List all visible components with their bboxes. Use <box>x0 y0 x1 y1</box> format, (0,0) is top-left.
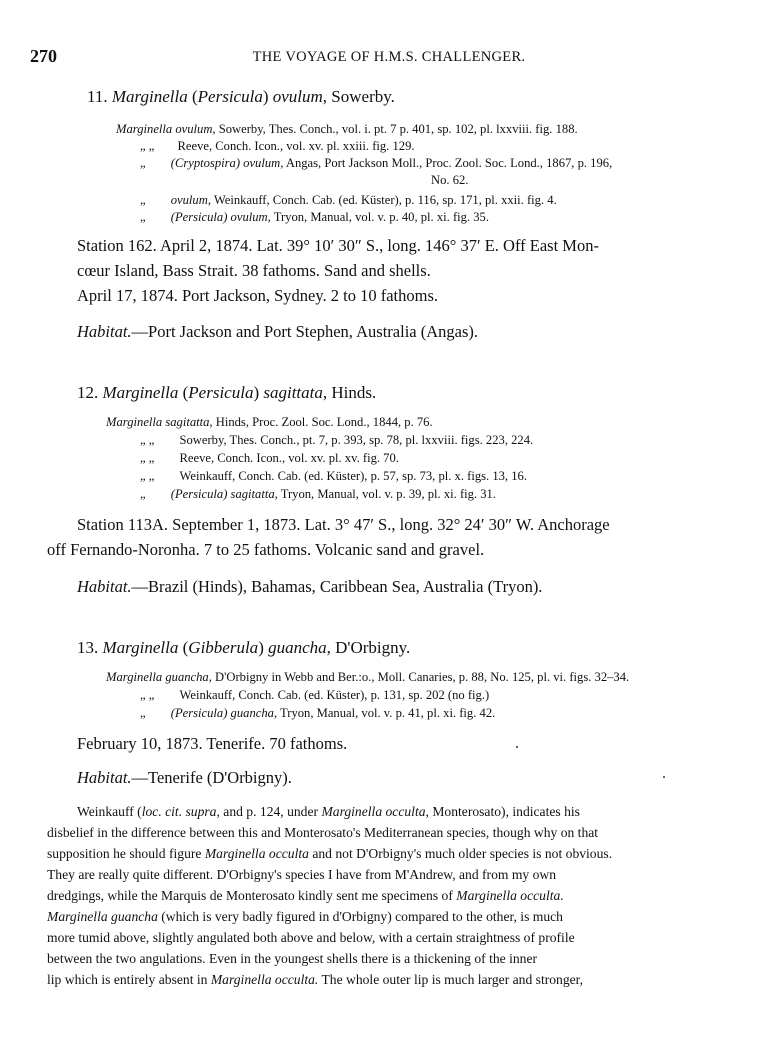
habitat-text: —Tenerife (D'Orbigny). <box>131 768 292 787</box>
running-title: THE VOYAGE OF H.M.S. CHALLENGER. <box>252 49 526 65</box>
station-line: Station 162. April 2, 1874. Lat. 39° 10′ 30″ S., long. 146° 37′ E. Off East Mon- <box>77 236 599 255</box>
subgenus: Persicula <box>197 87 263 106</box>
synonym-name: Marginella guancha <box>106 670 209 684</box>
ditto-mark: „ <box>140 210 146 224</box>
entry-12-title: 12. Marginella (Persicula) sagittata, Hinds. <box>77 383 377 402</box>
entry-number: 13. <box>77 638 99 657</box>
page-number: 270 <box>30 46 57 66</box>
synonym-name: ovulum <box>170 193 208 207</box>
synonym-continuation: No. 62. <box>431 173 469 187</box>
genus: Marginella <box>111 87 188 106</box>
entry-number: 12. <box>77 383 99 402</box>
station-line: February 10, 1873. Tenerife. 70 fathoms. <box>77 734 348 753</box>
paragraph-line: Weinkauff (loc. cit. supra, and p. 124, under Marginella occulta, Monterosato), indicates his <box>77 804 580 819</box>
synonym-ref: , Sowerby, Thes. Conch., vol. i. pt. 7 p. 401, sp. 102, pl. lxxviii. fig. 188. <box>212 122 578 136</box>
synonym-ref: Reeve, Conch. Icon., vol. xv. pl. xxiii. fig. 129. <box>177 139 415 153</box>
paragraph-line: They are really quite different. D'Orbigny's species I have from M'Andrew, and from my own <box>47 867 557 882</box>
synonym-ref: , D'Orbigny in Webb and Ber.:o., Moll. Canaries, p. 88, No. 125, pl. vi. figs. 32–34. <box>208 670 630 684</box>
synonym-line <box>140 688 489 703</box>
paragraph-line: disbelief in the difference between this and Monterosato's Mediterranean species, though why on that <box>47 825 599 840</box>
synonym-ref: Sowerby, Thes. Conch., pt. 7, p. 393, sp. 78, pl. lxxviii. figs. 223, 224. <box>179 433 534 447</box>
habitat-line <box>77 577 542 597</box>
entry-number: 11. <box>87 87 108 106</box>
ditto-mark: „ „ <box>140 688 155 702</box>
species: sagittata <box>263 383 323 402</box>
entry-11-title: 11. Marginella (Persicula) ovulum, Sowerby. <box>87 87 395 106</box>
habitat-text: —Brazil (Hinds), Bahamas, Caribbean Sea, Australia (Tryon). <box>131 577 543 596</box>
synonym-ref: , Tryon, Manual, vol. v. p. 40, pl. xi. fig. 35. <box>267 210 489 224</box>
station-line: Station 113A. September 1, 1873. Lat. 3° 47′ S., long. 32° 24′ 30″ W. Anchorage <box>77 515 610 534</box>
synonym-name: Marginella sagitatta <box>106 415 210 429</box>
station-line: off Fernando-Noronha. 7 to 25 fathoms. Volcanic sand and gravel. <box>47 540 485 559</box>
synonym-line <box>140 706 495 721</box>
author: , Sowerby. <box>322 87 395 106</box>
ditto-mark: „ <box>140 193 146 207</box>
ditto-mark: „ <box>140 706 146 720</box>
subgenus: Gibberula <box>188 638 259 657</box>
print-speck <box>516 746 518 748</box>
author: , D'Orbigny. <box>326 638 411 657</box>
habitat-line <box>77 768 292 788</box>
ditto-mark: „ <box>140 156 146 170</box>
ditto-mark: „ „ <box>140 451 155 465</box>
synonym-line <box>140 156 612 171</box>
entry-13-title: 13. Marginella (Gibberula) guancha, D'Orbigny. <box>77 638 411 657</box>
synonym-line <box>140 487 496 502</box>
paragraph-line: supposition he should figure Marginella occulta and not D'Orbigny's much older species is not obvious. <box>47 846 613 861</box>
station-line: April 17, 1874. Port Jackson, Sydney. 2 to 10 fathoms. <box>77 286 438 305</box>
synonym-line <box>140 469 527 484</box>
ditto-mark: „ „ <box>140 433 155 447</box>
synonym-name: Marginella ovulum <box>116 122 213 136</box>
subgenus: Persicula <box>188 383 254 402</box>
synonym-line <box>140 210 489 225</box>
habitat-line <box>77 322 478 342</box>
paragraph-line: dredgings, while the Marquis de Monterosato kindly sent me specimens of Marginella occulta. <box>47 888 564 903</box>
synonym-line <box>106 670 629 685</box>
synonym-ref: Weinkauff, Conch. Cab. (ed. Küster), p. 131, sp. 202 (no fig.) <box>179 688 490 702</box>
print-speck <box>663 776 665 778</box>
synonym-line <box>140 433 533 448</box>
ditto-mark: „ „ <box>140 139 155 153</box>
synonym-line <box>140 139 415 154</box>
paragraph-line: more tumid above, slightly angulated both above and below, with a certain straightness of profile <box>47 930 575 945</box>
species: ovulum <box>272 87 323 106</box>
genus: Marginella <box>102 638 179 657</box>
habitat-label: Habitat. <box>77 768 132 787</box>
paragraph-line: between the two angulations. Even in the youngest shells there is a thickening of the inner <box>47 951 538 966</box>
synonym-ref: , Hinds, Proc. Zool. Soc. Lond., 1844, p. 76. <box>209 415 433 429</box>
paragraph-line: lip which is entirely absent in Marginella occulta. The whole outer lip is much larger and stronger, <box>47 972 584 987</box>
synonym-name: (Persicula) sagitatta <box>170 487 275 501</box>
genus: Marginella <box>102 383 179 402</box>
species: guancha <box>268 638 327 657</box>
synonym-name: (Persicula) guancha <box>170 706 274 720</box>
paragraph-line: Marginella guancha (which is very badly figured in d'Orbigny) compared to the other, is much <box>47 909 563 924</box>
page-header <box>30 46 748 68</box>
synonym-ref: , Weinkauff, Conch. Cab. (ed. Küster), p. 116, sp. 171, pl. xxii. fig. 4. <box>207 193 557 207</box>
habitat-label: Habitat. <box>77 577 132 596</box>
synonym-line <box>140 193 557 208</box>
synonym-name: (Persicula) ovulum <box>170 210 268 224</box>
habitat-text: —Port Jackson and Port Stephen, Australia (Angas). <box>131 322 478 341</box>
author: , Hinds. <box>322 383 377 402</box>
ditto-mark: „ <box>140 487 146 501</box>
habitat-label: Habitat. <box>77 322 132 341</box>
synonym-ref: Weinkauff, Conch. Cab. (ed. Küster), p. 57, sp. 73, pl. x. figs. 13, 16. <box>179 469 527 483</box>
synonym-line <box>116 122 578 137</box>
synonym-line <box>106 415 433 430</box>
synonym-line <box>140 451 399 466</box>
ditto-mark: „ „ <box>140 469 155 483</box>
synonym-ref: , Tryon, Manual, vol. v. p. 41, pl. xi. fig. 42. <box>273 706 496 720</box>
synonym-ref: , Angas, Port Jackson Moll., Proc. Zool. Soc. Lond., 1867, p. 196, <box>280 156 613 170</box>
station-line: cœur Island, Bass Strait. 38 fathoms. Sand and shells. <box>77 261 431 280</box>
synonym-ref: Reeve, Conch. Icon., vol. xv. pl. xv. fig. 70. <box>179 451 399 465</box>
synonym-name: (Cryptospira) ovulum <box>170 156 281 170</box>
synonym-ref: , Tryon, Manual, vol. v. p. 39, pl. xi. fig. 31. <box>274 487 496 501</box>
